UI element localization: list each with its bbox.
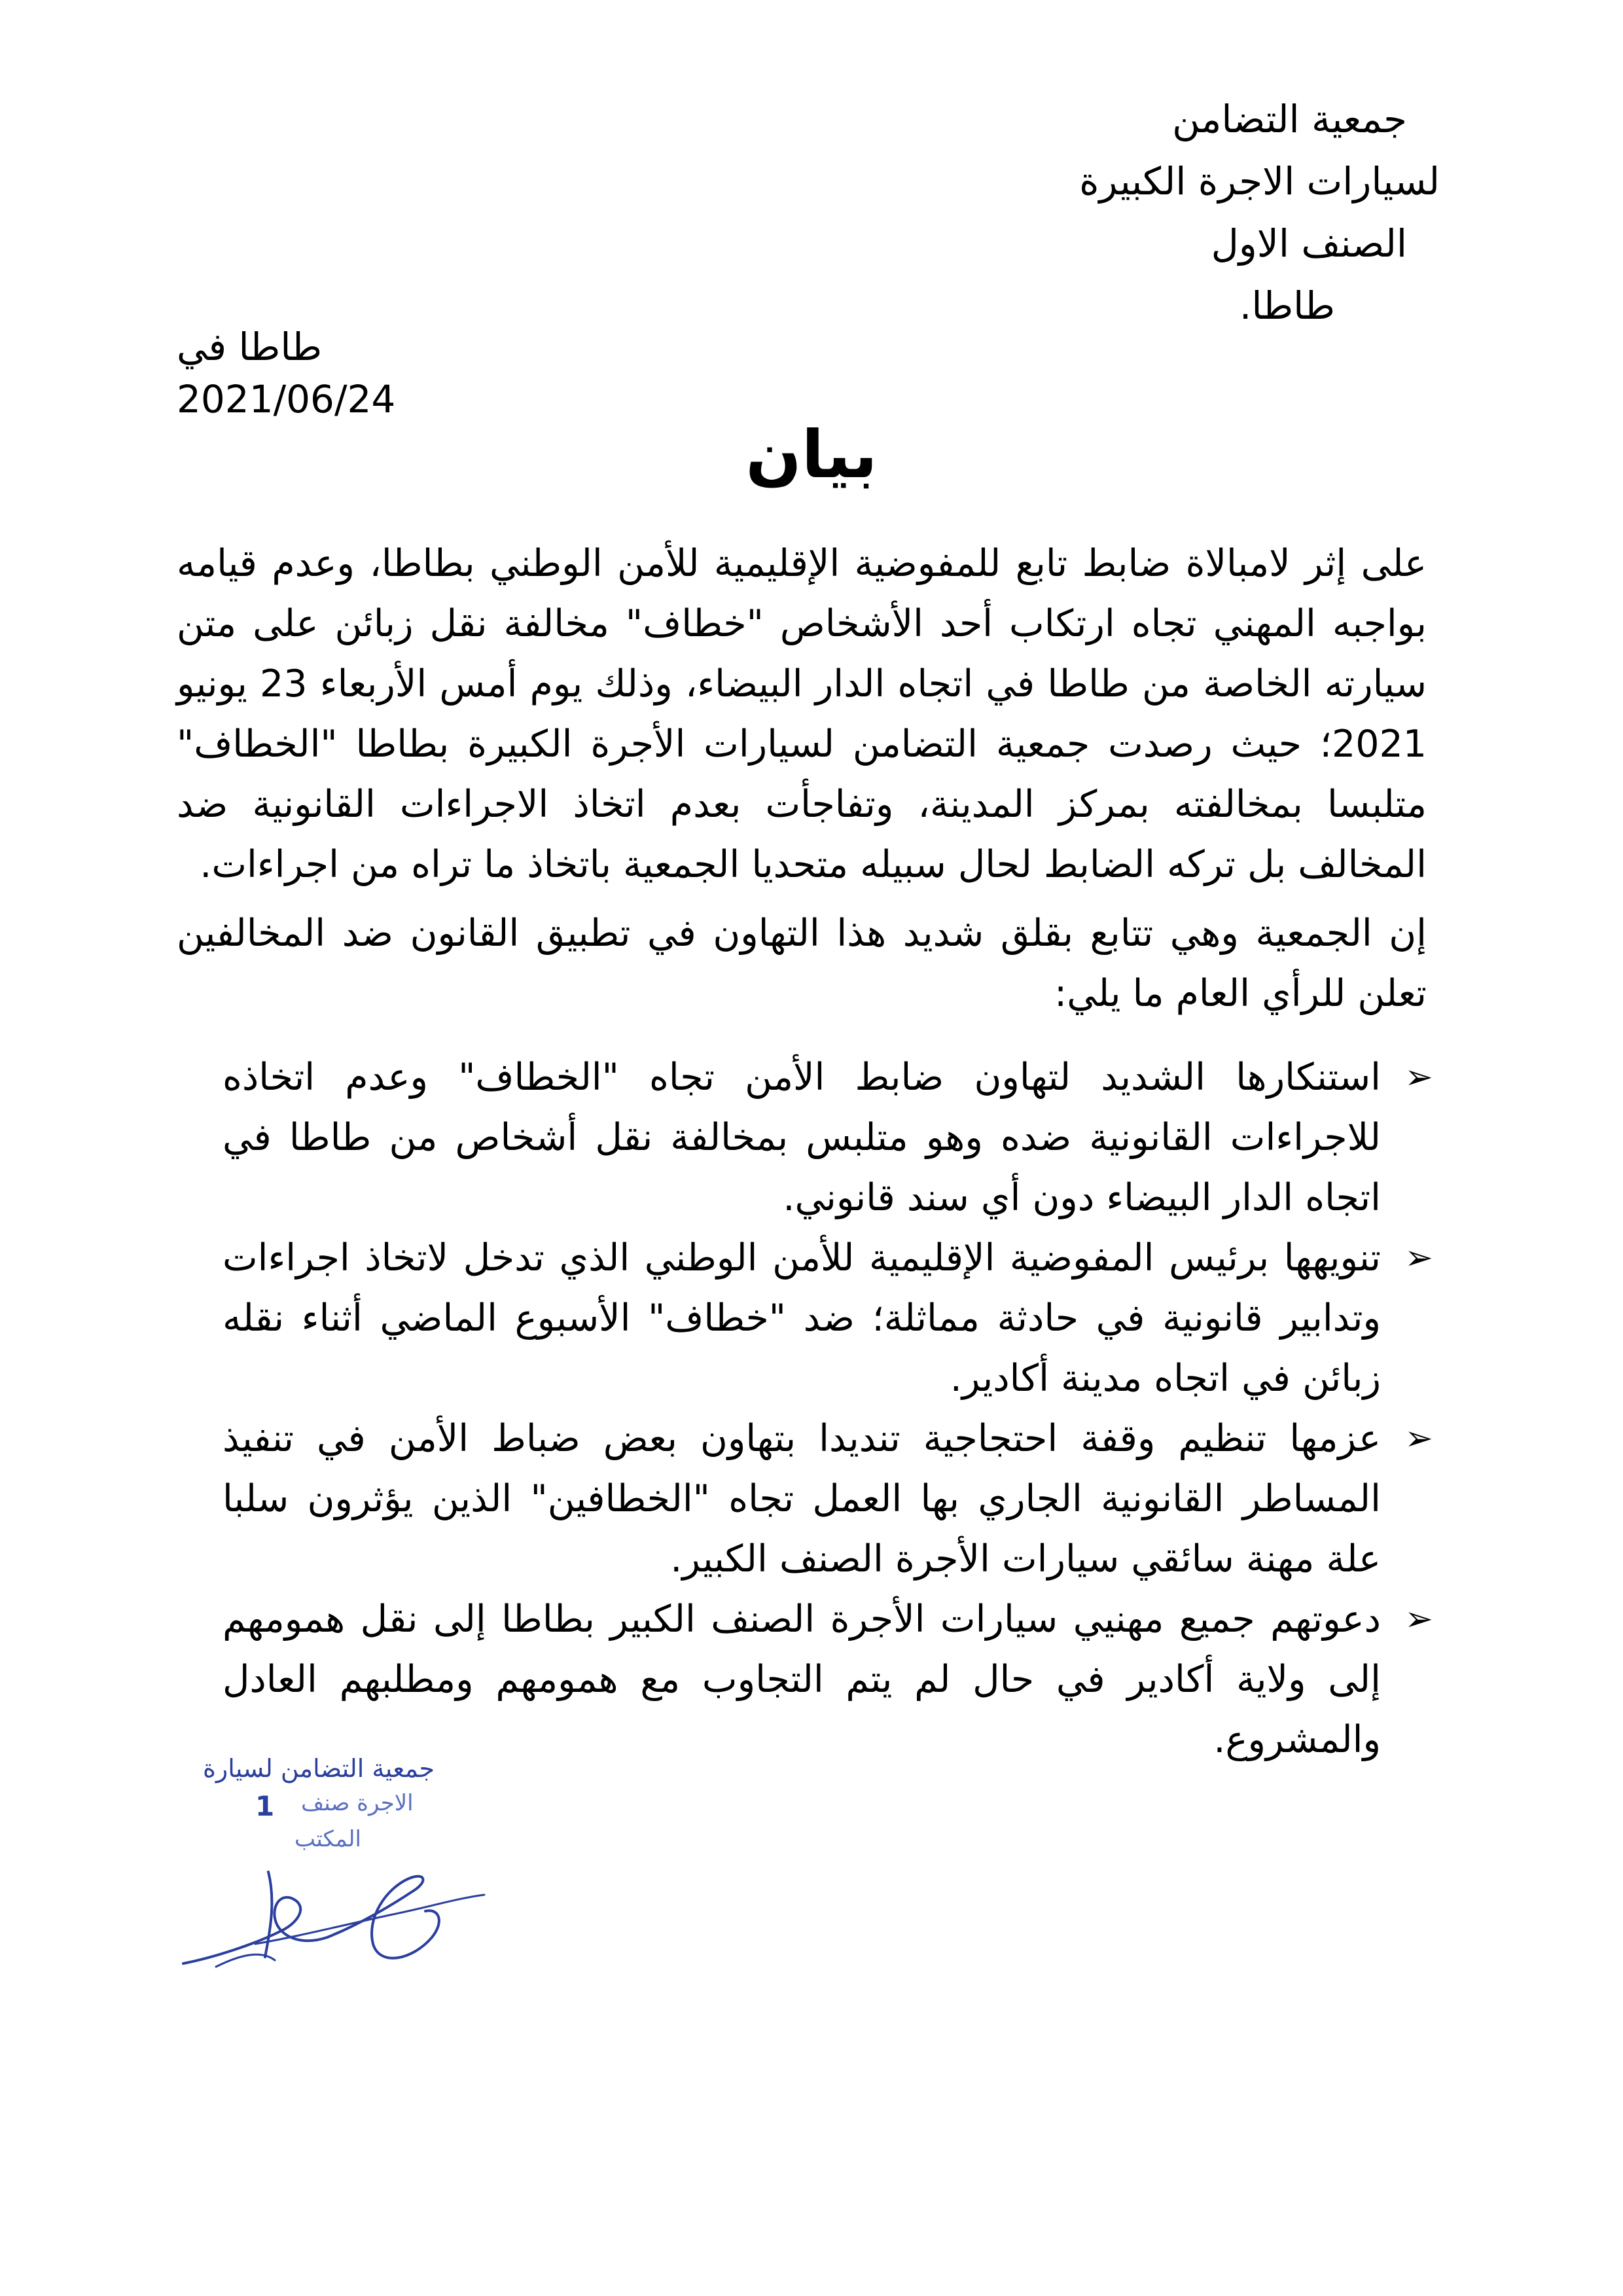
arrow-bullet-icon: ➢: [1404, 1419, 1433, 1458]
list-item: [223, 1047, 1433, 1228]
org-name-line3: الصنف الاول: [1211, 221, 1407, 266]
date-line: طاطا في 2021/06/24: [177, 325, 396, 422]
stamp-number: 1: [255, 1790, 275, 1822]
paragraph-intro: على إثر لامبالاة ضابط تابع للمفوضية الإقليمية للأمن الوطني بطاطا، وعدم قيامه بواجبه المهني تجاه ارتكاب أحد الأشخاص "خطاف" مخالفة نقل زبائن على متن سيارته الخاصة من طاطا في اتجاه الدار البيضاء، وذلك يوم أمس الأربعاء 23 يونيو 2021؛ حيث رصدت جمعية التضامن لسيارات الأجرة الكبيرة بطاطا "الخطاف" متلبسا بمخالفته بمركز المدينة، وتفاجأت بعدم اتخاذ الاجراءات القانونية ضد المخالف بل تركه الضابط لحال سبيله متحديا الجمعية باتخاذ ما تراه من اجراءات.: [177, 542, 1427, 886]
org-city: طاطا.: [1239, 283, 1335, 328]
list-item-text: عزمها تنظيم وقفة احتجاجية تنديدا بتهاون بعض ضباط الأمن في تنفيذ المساطر القانونية الجاري بها العمل تجاه "الخطافين" الذين يؤثرون سلبا علة مهنة سائقي سيارات الأجرة الصنف الكبير.: [223, 1417, 1381, 1581]
arrow-bullet-icon: ➢: [1404, 1600, 1433, 1639]
arrow-bullet-icon: ➢: [1404, 1238, 1433, 1278]
list-item-text: تنويهها برئيس المفوضية الإقليمية للأمن الوطني الذي تدخل لاتخاذ اجراءات وتدابير قانونية في حادثة مماثلة؛ ضد "خطاف" الأسبوع الماضي أثناء نقله زبائن في اتجاه مدينة أكادير.: [223, 1236, 1381, 1400]
org-name-line1: جمعية التضامن: [1172, 97, 1407, 141]
list-item-text: استنكارها الشديد لتهاون ضابط الأمن تجاه "الخطاف" وعدم اتخاذه للاجراءات القانونية ضده وهو متلبس بمخالفة نقل أشخاص من طاطا في اتجاه الدار البيضاء دون أي سند قانوني.: [223, 1056, 1381, 1219]
stamp-line2: الاجرة صنف: [301, 1790, 414, 1816]
stamp-line3: المكتب: [294, 1826, 361, 1852]
organization-header: [1034, 88, 1440, 337]
office-stamp: [177, 1754, 517, 1990]
list-item-text: دعوتهم جميع مهنيي سيارات الأجرة الصنف الكبير بطاطا إلى نقل همومهم إلى ولاية أكادير في حال لم يتم التجاوب مع همومهم ومطلبهم العادل والمشروع.: [223, 1598, 1381, 1761]
statement-list: [223, 1047, 1433, 1770]
stamp-line1: جمعية التضامن لسيارة: [203, 1754, 435, 1783]
org-name-line2: لسيارات الاجرة الكبيرة: [1079, 159, 1440, 204]
list-item: [223, 1589, 1433, 1770]
list-item: [223, 1408, 1433, 1589]
arrow-bullet-icon: ➢: [1404, 1058, 1433, 1097]
document-title: بيان: [745, 416, 878, 493]
list-item: [223, 1228, 1433, 1408]
signature-icon: [177, 1846, 517, 1990]
paragraph-announcement: إن الجمعية وهي تتابع بقلق شديد هذا التهاون في تطبيق القانون ضد المخالفين تعلن للرأي العام ما يلي:: [177, 912, 1427, 1015]
